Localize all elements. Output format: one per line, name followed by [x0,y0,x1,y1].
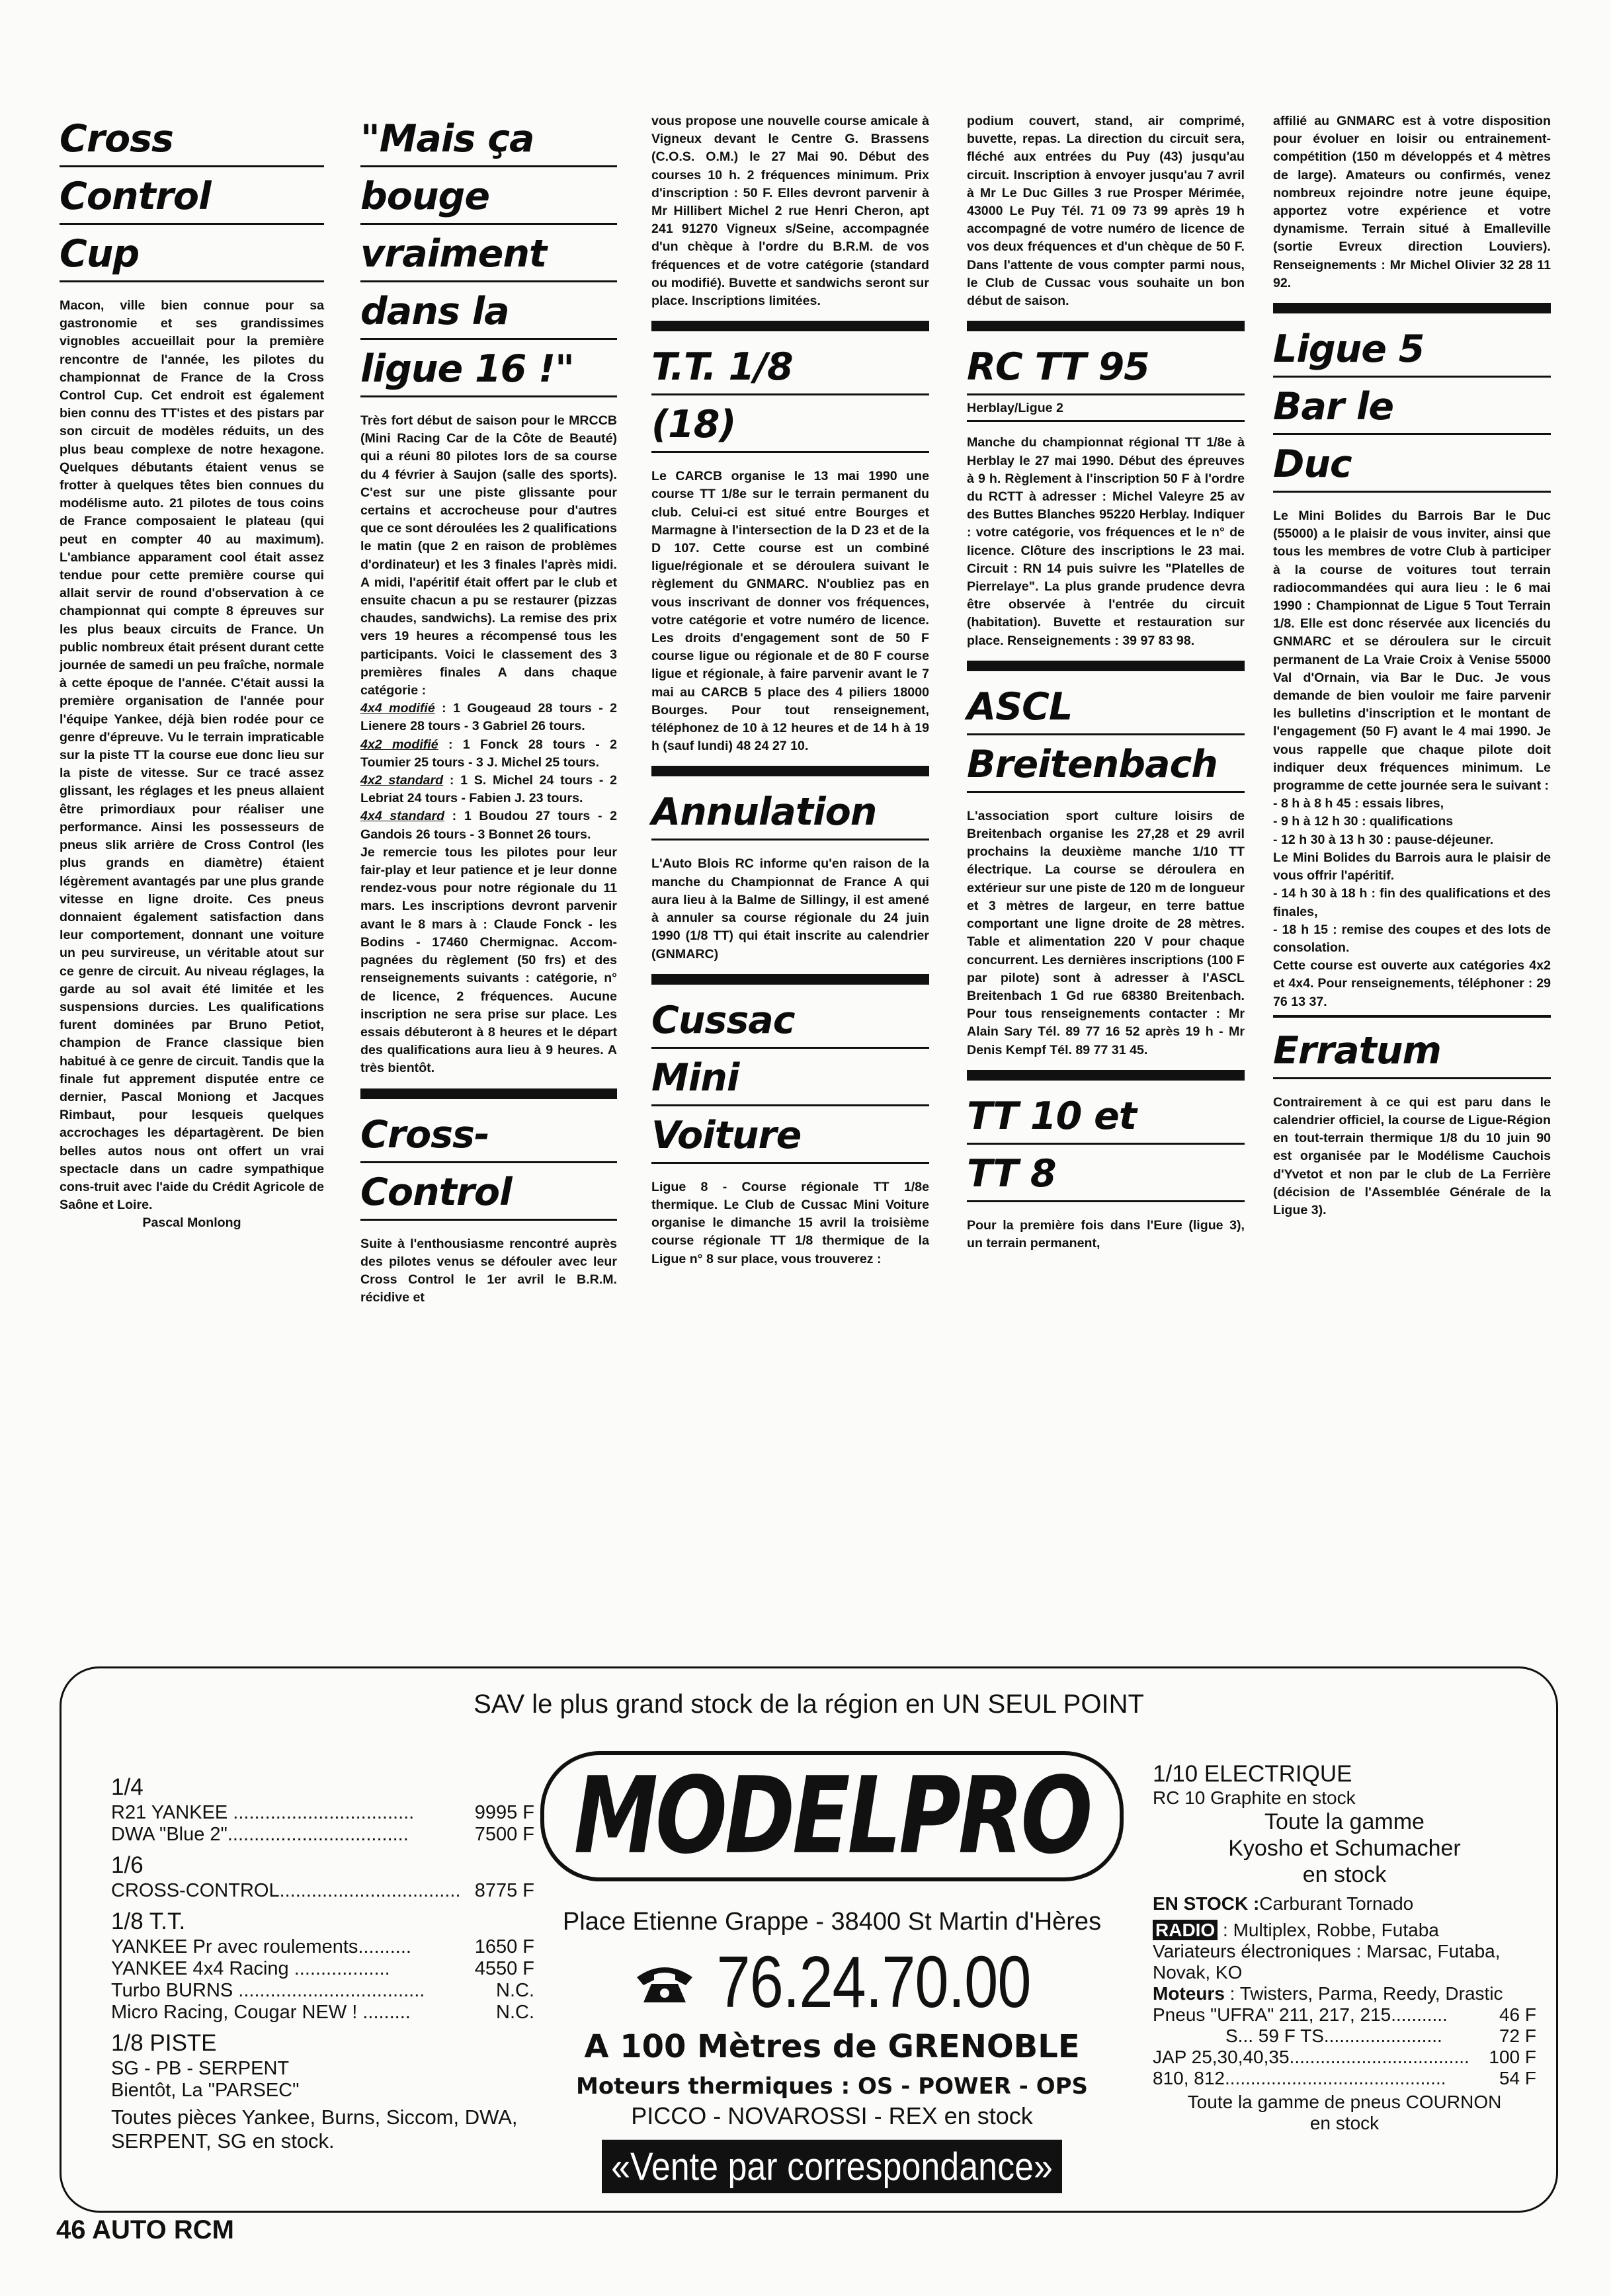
section-divider [651,766,929,776]
price-value: N.C. [496,2002,534,2023]
result-text: : 1 Fonck 28 tours - 2 Toumier 25 tours - 3 J. Michel 25 tours. [360,737,617,770]
price-item: S... 59 F TS....................... [1225,2026,1442,2046]
headline-line: RC TT 95 [967,341,1245,395]
article-headline [651,786,929,840]
ad-line: en stock [1309,2113,1380,2133]
result-text: : 1 Boudou 27 tours - 2 Gandois 26 tours - 3 Bonnet 26 tours. [360,809,617,842]
article-headline [967,1090,1245,1202]
ad-right-list [1153,1761,1536,2134]
price-row [111,1958,534,1980]
price-item: YANKEE 4x4 Racing .................. [111,1958,390,1979]
article-body: Cette course est ouverte aux catégories 4x2 et 4x4. Pour renseignements, téléphoner : 29 76 13 37. [1273,958,1551,1009]
result-category: 4x4 standard [360,809,445,824]
schedule-item: - 14 h 30 à 18 h : fin des qualifications et des finales, [1273,886,1551,919]
price-row [111,1980,534,2002]
article-body: Pour la première fois dans l'Eure (ligue 3), un terrain permanent, [967,1217,1245,1250]
article-body: Le CARCB organise le 13 mai 1990 une course TT 1/8e sur le terrain permanent du club. Celui-ci est situé entre Bourges et Marmagne à l'intersection de la D 23 et de la D 107. Cette course est un combiné ligue/régionale et se déroulera suivant le règlement du GNMARC. N'oubliez pas en vous inscrivant de donner vos fréquences, votre catégorie et votre numéro de licence. Les droits d'engagement sont de 50 F course ligue ou régionale et de 80 F course ligue et régionale, à faire parvenir avant le 7 mai au CARCB 5 place des 4 piliers 18000 Bourges. Pour tout renseignement, téléphonez de 10 à 12 heures et de 14 h à 19 h (sauf lundi) 48 24 27 10. [651,469,929,754]
article-headline [360,1108,617,1221]
phone-number: 76.24.70.00 [716,1942,1031,2024]
ad-line: RC 10 Graphite en stock [1153,1787,1356,1808]
result-category: 4x2 modifié [360,737,438,752]
schedule-item: Le Mini Bolides du Barrois aura le plaisir de vous offrir l'apéritif. [1273,850,1551,883]
ad-title: SAV le plus grand stock de la région en UN SEUL POINT [474,1690,1144,1719]
price-value: N.C. [496,1980,534,2001]
ad-line [1153,1920,1536,1941]
section-divider [967,1070,1245,1081]
section-divider [967,661,1245,671]
result-text: : 1 Gougeaud 28 tours - 2 Lienere 28 tours - 3 Gabriel 26 tours. [360,701,618,734]
price-row [111,1824,534,1846]
ad-line: Toute la gamme de pneus COURNON [1187,2092,1502,2112]
ad-location: A 100 Mètres de GRENOBLE [584,2028,1080,2065]
article-body: Je remercie tous les pilotes pour leur fair-play et leur patience et je leur donne rendez-vous pour notre régionale du 11 mars. Les inscriptions devront parvenir avant le 8 mars à : Claude Fonck - les Bodins - 17460 Chermignac. Accom-pagnées du règlement (50 frs) et des renseignements suivants : catégorie, n° de licence, 2 fréquences. Aucune inscription ne sera prise sur place. Les essais débuteront à 8 heures et le départ des qualifications aura lieu à 9 heures. A très bientôt. [360,844,617,1076]
article-body: Manche du championnat régional TT 1/8e à Herblay le 27 mai 1990. Début des épreuves à 9 h. Règlement à l'inscription 50 F à l'ordre du RCTT à adresser : Michel Valeyre 25 av des Buttes Blanches 95220 Herblay. Indiquer : votre catégorie, vos fréquences et le n° de licence. Clôture des inscriptions le 23 mai. Circuit : RN 14 puis suivre les "Platelles de Pierrelaye". La plus grande prudence devra être observée à l'entrée du circuit (habitation). Buvette et restauration sur place. Renseignements : 39 97 83 98. [967,435,1245,648]
headline-line: Annulation [651,786,929,840]
headline-line: ASCL [967,680,1245,735]
price-row [1153,2026,1536,2047]
headline-line: Control [60,170,324,225]
headline-line: Cup [60,227,324,282]
article-headline [651,994,929,1164]
price-category: 1/8 PISTE [111,2030,217,2056]
headline-line: Bar le [1273,380,1551,435]
article-headline [967,680,1245,793]
section-divider [651,974,929,985]
price-value: 1650 F [474,1936,534,1957]
ad-line [1153,1893,1536,1914]
result-line [360,772,617,807]
column-cross-control-cup [60,112,324,1233]
headline-line: T.T. 1/8 [651,341,929,395]
article-headline [60,112,324,282]
price-row [1153,2004,1536,2026]
schedule-item: - 18 h 15 : remise des coupes et des lots de consolation. [1273,922,1551,955]
price-item: DWA "Blue 2".................................. [111,1824,409,1845]
section-divider [967,321,1245,331]
price-value: 4550 F [474,1958,534,1979]
result-line [360,700,617,735]
headline-line: TT 8 [967,1147,1245,1202]
article-headline [967,341,1245,395]
price-row [1153,2047,1536,2068]
price-item: JAP 25,30,40,35................................... [1153,2047,1469,2067]
article-body: affilié au GNMARC est à votre disposition pour évoluer en loisir ou entrainement-compétition (150 m développés et 4 mètres de large). Amateurs ou confirmés, venez nombreux rejoindre notre jeune équipe, apportez votre expérience et votre dynamisme. Terrain situé à Emalleville (sortie Evreux direction Louviers). Renseignements : Mr Michel Olivier 32 28 11 92. [1273,114,1551,290]
mail-order-banner: «Vente par correspondance» [602,2140,1062,2194]
price-value: 7500 F [474,1824,534,1845]
headline-line: vraiment [360,227,617,282]
price-value: 54 F [1499,2068,1536,2088]
article-subtitle: Herblay/Ligue 2 [967,399,1245,422]
headline-line: bouge [360,170,617,225]
ad-engines: Moteurs thermiques : OS - POWER - OPS [575,2073,1089,2100]
result-line [360,736,617,772]
price-item: 810, 812........................................... [1153,2068,1446,2088]
price-value: 100 F [1489,2047,1536,2067]
result-category: 4x2 standard [360,773,444,788]
headline-line: "Mais ça [360,112,617,167]
radio-value: : Multiplex, Robbe, Futaba [1218,1920,1439,1940]
radio-label: RADIO [1153,1920,1218,1940]
article-headline [651,341,929,453]
ad-line [1153,1983,1536,2004]
article-body: L'association sport culture loisirs de Breitenbach organise les 27,28 et 29 avril prochains la deuxième manche 1/10 TT électrique. La course se déroulera en extérieur sur une piste de 120 m de longueur et 3 mètres de largeur, en terre battue comportant une ligne droite de 28 mètres. Table et alimentation 220 V pour chaque concurrent. Les dernières inscriptions (100 F par pilote) sont à adresser à l'ASCL Breitenbach 1 Gd rue 68380 Breitenbach. Pour tous renseignements contacter : Mr Alain Sary Tél. 89 77 16 52 après 19 h - Mr Denis Kempf Tél. 89 77 31 45. [967,808,1245,1057]
headline-line: Duc [1273,438,1551,493]
price-item: YANKEE Pr avec roulements.......... [111,1936,411,1957]
modelpro-advertisement [60,1666,1558,2213]
ad-address: Place Etienne Grappe - 38400 St Martin d'Hères [562,1908,1102,1936]
price-value: 46 F [1499,2004,1536,2025]
section-divider [1273,303,1551,313]
price-category: 1/6 [111,1852,144,1878]
section-divider [1273,1015,1551,1018]
schedule-item: - 9 h à 12 h 30 : qualifications [1273,814,1454,829]
logo-text: MODELPRO [573,1754,1091,1878]
ad-line: en stock [1302,1862,1387,1887]
article-body: Macon, ville bien connue pour sa gastronomie et ses grandissimes vignobles accueillait pour la première rencontre de l'année, les pilotes du championnat de France de la Cross Control Cup. Cet endroit est également bien connu des TT'istes et des pistars par son circuit de modèles réduits, un des plus beau complexe de notre hexagone. Quelques débutants étaient venus se frotter à quelques têtes bien connues du modélisme auto. 21 pilotes de tous coins de France composaient le plateau (qui peut en compter 40 au maximum). L'ambiance apparament cool était assez tendue pour cette première course qui allait servir de round d'observation à ce championnat qui compte 8 épreuves sur les plus beaux circuits de France. Un public nombreux était présent durant cette journée de samedi un peu fraîche, normale à cette époque de l'année. C'était aussi la première organisation de l'année pour l'équipe Yankee, déjà bien rodée pour ce genre d'épreuve. Vu le terrain impraticable sur la piste TT la course eue donc lieu sur la piste de vitesse. Sur ce tracé assez glissant, les réglages et les pneus allaient être primordiaux pour réaliser une performance. Ainsi les possesseurs de pneus slik arrière de Cross Control (les plus grands en diamètre) étaient légèrement avantagés par une plus grande vitesse en ligne droite. Ces pneus donnaient également satisfaction dans leur comportement, donnant une voiture un peu survireuse, un véritable atout sur ce genre de circuit. Au niveau réglages, la garde au sol avait été limitée et les suspensions durcies. Les qualifications furent dominées par Bruno Petiot, champion de France classique bien habitué à ce genre de circuit. Tandis que la finale fut apprement disputée entre ce dernier, Pascal Moniong et Jacques Rimbaut, pour lesqueis quelques accrochages les départagèrent. De bien belles autos nous ont offert un vrai spectacle dans un cadre sympathique cons-truit avec l'aide du Crédit Agricole de Saône et Loire. [60,298,324,1213]
stock-label: EN STOCK : [1153,1893,1260,1914]
schedule-item: - 12 h 30 à 13 h 30 : pause-déjeuner. [1273,832,1494,847]
headline-line: Cross- [360,1108,617,1163]
article-body: L'Auto Blois RC informe qu'en raison de la manche du Championnat de France A qui aura lieu à la Balme de Sillingy, il est amené à annuler sa course régionale du 24 juin 1990 (1/8 TT) qui était inscrite au calendrier (GNMARC) [651,856,929,962]
price-item: R21 YANKEE .................................. [111,1802,415,1823]
headline-line: Cussac [651,994,929,1049]
price-item: Turbo BURNS ................................... [111,1980,425,2001]
ad-price-list [111,1768,534,2153]
price-item: Pneus "UFRA" 211, 217, 215........... [1153,2004,1448,2025]
price-text: SG - PB - SERPENT [111,2058,290,2079]
article-body: vous propose une nouvelle course amicale à Vigneux devant le Centre G. Brassens (C.O.S. O.M.) le 27 Mai 90. Début des courses 10 h. 2 fréquences minimum. Prix d'inscription : 50 F. Elles devront parvenir à Mr Hillibert Michel 2 rue Henri Cheron, apt 241 91270 Vigneux s/Seine, accompagnée d'un chèque à l'ordre du B.R.M. de vos fréquences et de votre catégorie (standard ou modifié). Buvette et sandwichs seront sur place. Inscriptions limitées. [651,114,929,309]
headline-line: Erratum [1273,1024,1551,1079]
article-headline [1273,323,1551,493]
telephone-icon [633,1960,696,2006]
result-text: : 1 S. Michel 24 tours - 2 Lebriat 24 tours - Fabien J. 23 tours. [360,773,617,806]
headline-line: dans la [360,285,617,340]
price-row [111,2002,534,2024]
article-headline [1273,1024,1551,1079]
section-divider [360,1088,617,1099]
stock-value: Carburant Tornado [1259,1893,1414,1914]
ad-engines: PICCO - NOVAROSSI - REX en stock [631,2102,1033,2129]
result-category: 4x4 modifié [360,701,435,716]
moteurs-label: Moteurs [1153,1983,1225,2004]
price-item: CROSS-CONTROL.................................. [111,1880,461,1901]
article-signature: Pascal Monlong [142,1215,241,1231]
headline-line: Ligue 5 [1273,323,1551,378]
article-body: podium couvert, stand, air comprimé, buvette, repas. La direction du circuit sera, fléché aux entrées du Puy (43) jusqu'au circuit. Inscription à envoyer jusqu'au 7 avril à Mr Le Duc Gilles 3 rue Prosper Mérimée, 43000 Le Puy Tél. 71 09 73 99 après 19 h accompagné de votre numéro de licence de vos deux fréquences et d'un chèque de 50 F. Dans l'attente de vous compter parmi nous, le Club de Cussac vous souhaite un bon début de saison. [967,114,1245,309]
column-ligue-5 [1273,112,1551,1219]
price-row [111,1802,534,1824]
moteurs-value: : Twisters, Parma, Reedy, Drastic [1224,1983,1503,2004]
column-ligue-16 [360,112,617,1307]
headline-line: Cross [60,112,324,167]
modelpro-logo [540,1751,1124,1881]
column-rc-tt-95 [967,112,1245,1252]
price-text: Bientôt, La "PARSEC" [111,2080,300,2101]
article-body: Suite à l'enthousiasme rencontré auprès des pilotes venus se défouler avec leur Cross Control le 1er avril le B.R.M. récidive et [360,1236,617,1305]
article-headline [360,112,617,397]
price-category: 1/4 [111,1774,144,1800]
column-tt-18 [651,112,929,1268]
article-body: Ligue 8 - Course régionale TT 1/8e thermique. Le Club de Cussac Mini Voiture organise le dimanche 15 avril la troisième course régionale TT 1/8 thermique de la Ligue n° 8 sur place, vous trouverez : [651,1179,929,1266]
category-title: 1/10 ELECTRIQUE [1153,1761,1352,1787]
schedule-item: - 8 h à 8 h 45 : essais libres, [1273,796,1444,811]
article-body: Très fort début de saison pour le MRCCB (Mini Racing Car de la Côte de Beauté) qui a réuni 80 pilotes lors de sa course du 4 février à Saujon (salle des sports). C'est sur une piste glissante pour certains et accrocheuse pour d'autres que ce sont déroulées les 2 qualifications le matin (que 2 en raison de problèmes d'ordinateur) et les 3 finales l'après midi. A midi, l'apéritif était offert par le club et ensuite chacun a pu se restaurer (pizzas chaudes, sandwichs). La remise des prix vers 19 heures a récompensé tous les participants. Voici le classement des 3 premières finales A dans chaque catégorie : [360,413,617,698]
ad-line: Variateurs électroniques : Marsac, Futaba, Novak, KO [1153,1941,1501,1983]
article-body: Contrairement à ce qui est paru dans le calendrier officiel, la course de Ligue-Région en tout-terrain thermique 1/8 du 10 juin 90 est organisée par le Modélisme Cauchois d'Yvetot et non par le club de La Ferrière (décision de l'Assemblée Générale de la Ligue 3). [1273,1094,1551,1217]
section-divider [651,321,929,331]
headline-line: Mini [651,1051,929,1106]
price-category: 1/8 T.T. [111,1908,186,1934]
ad-line: Toute la gamme [1264,1809,1425,1834]
page-footer: 46 AUTO RCM [56,2215,234,2244]
headline-line: Control [360,1166,617,1221]
ad-center [488,1751,1176,2190]
result-line [360,807,617,843]
headline-line: TT 10 et [967,1090,1245,1145]
price-row [111,1880,534,1902]
price-value: 8775 F [474,1880,534,1901]
price-row [111,1936,534,1958]
headline-line: ligue 16 !" [360,343,617,397]
price-value: 9995 F [474,1802,534,1823]
ad-line: Kyosho et Schumacher [1228,1836,1461,1861]
price-row [1153,2068,1536,2089]
headline-line: Voiture [651,1109,929,1164]
price-value: 72 F [1499,2026,1536,2046]
article-body: Le Mini Bolides du Barrois Bar le Duc (55000) a le plaisir de vous inviter, ainsi que tous les membres de votre Club à participer à la course de voitures tout terrain radiocommandées qui aura lieu : le 6 mai 1990 : Championnat de Ligue 5 Tout Terrain 1/8. Elle est donc réservée aux licenciés du GNMARC et se déroulera sur le circuit permanent de La Vraie Croix à Venise 55000 Val d'Ornain, via Bar le Duc. Je vous demande de bien vouloir me faire parvenir les bulletins d'inscription et le montant de l'engagement (50 F) avant le 4 mai 1990. Je vous rappelle que chaque pilote doit indiquer deux fréquences minimum. Le programme de cette journée sera le suivant : [1273,509,1551,794]
headline-line: (18) [651,398,929,453]
price-item: Micro Racing, Cougar NEW ! ......... [111,2002,411,2023]
headline-line: Breitenbach [967,738,1245,793]
price-text: Toutes pièces Yankee, Burns, Siccom, DWA, SERPENT, SG en stock. [111,2106,518,2152]
